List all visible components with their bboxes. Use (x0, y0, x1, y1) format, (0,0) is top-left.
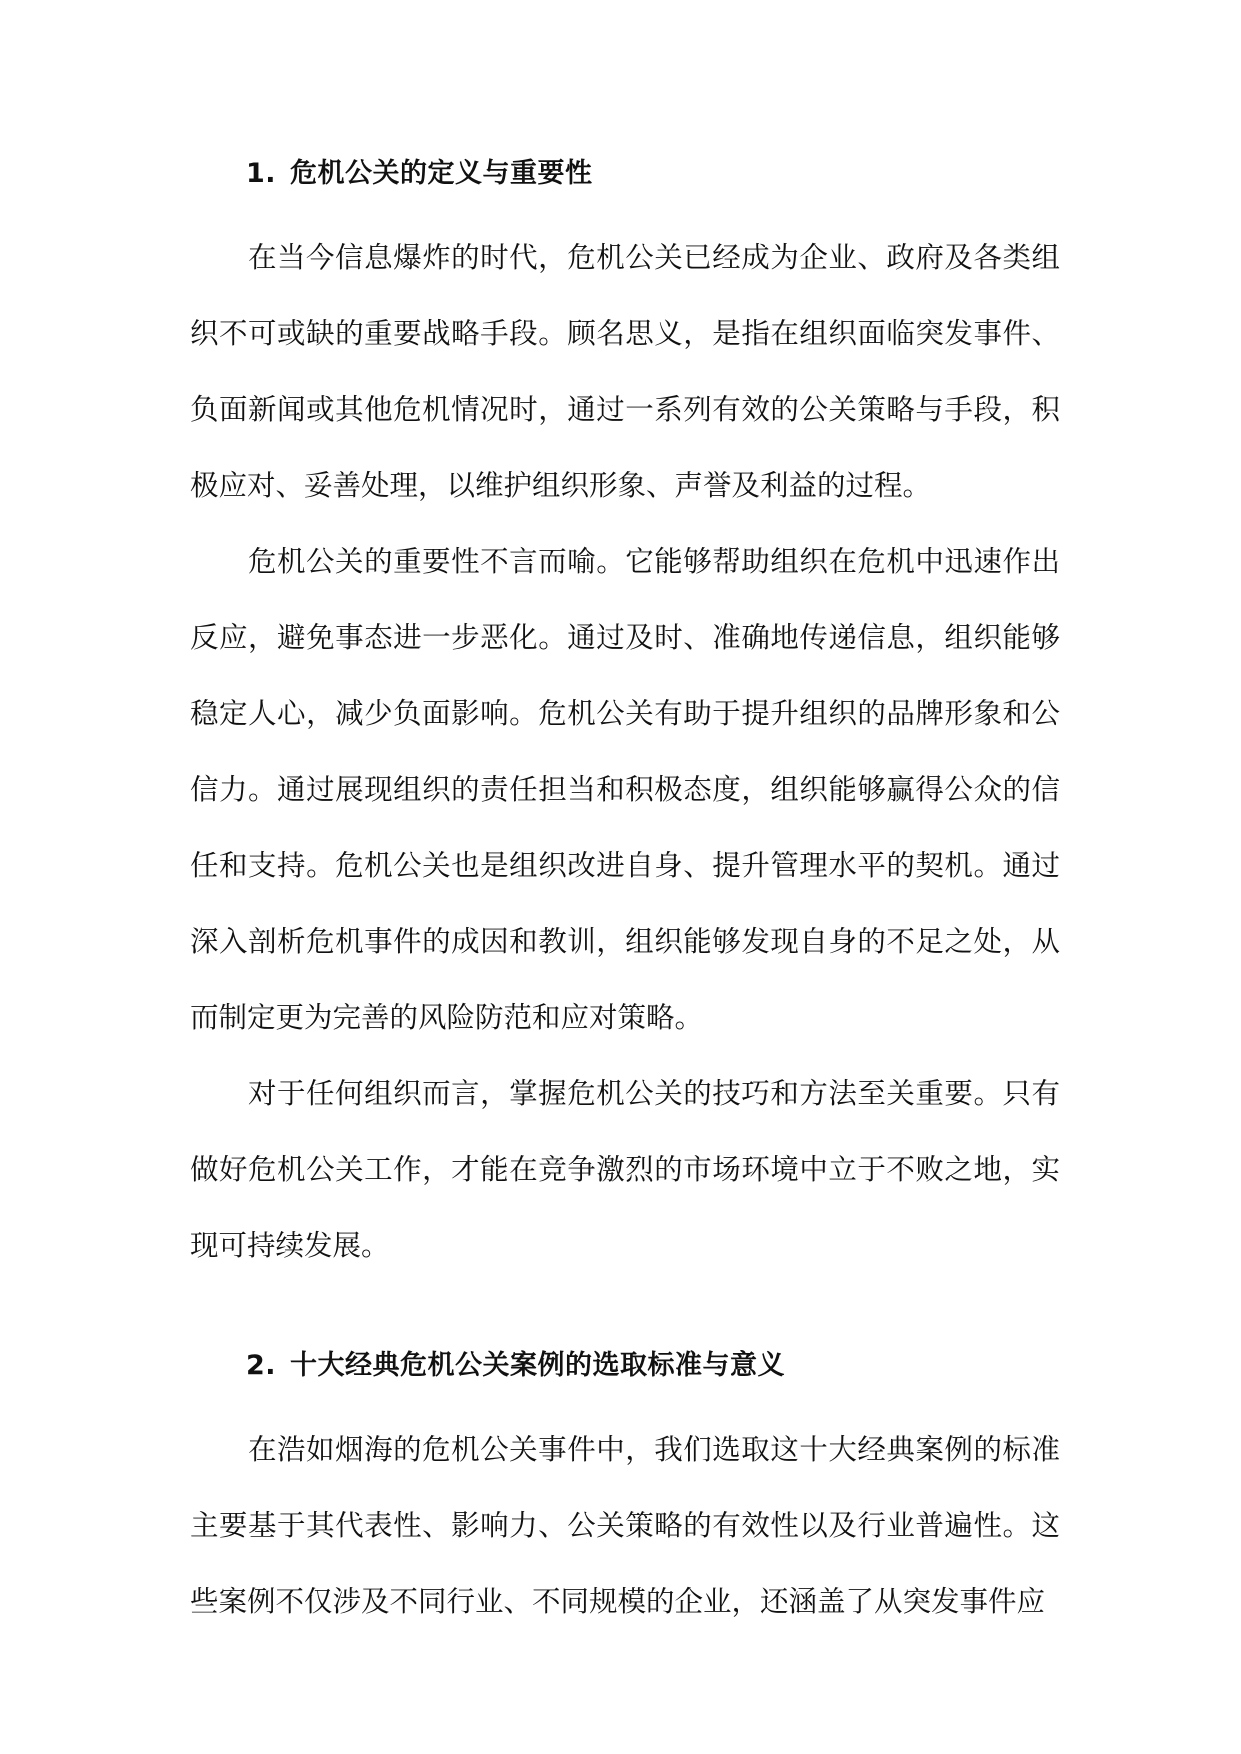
paragraph: 在当今信息爆炸的时代，危机公关已经成为企业、政府及各类组织不可或缺的重要战略手段。顾名思义，是指在组织面临突发事件、负面新闻或其他危机情况时，通过一系列有效的公关策略与手段，积极应对、妥善处理，以维护组织形象、声誉及利益的过程。 (190, 241, 1060, 502)
section-number: 2. (246, 1350, 277, 1381)
section-heading (246, 1342, 1060, 1390)
paragraph: 在浩如烟海的危机公关事件中，我们选取这十大经典案例的标准主要基于其代表性、影响力、公关策略的有效性以及行业普遍性。这些案例不仅涉及不同行业、不同规模的企业，还涵盖了从突发事件应 (190, 1433, 1060, 1618)
section-title: 十大经典危机公关案例的选取标准与意义 (290, 1350, 786, 1381)
section-2 (190, 1342, 1060, 1640)
section-number: 1. (246, 158, 277, 189)
section-1 (190, 150, 1060, 1284)
paragraph: 危机公关的重要性不言而喻。它能够帮助组织在危机中迅速作出反应，避免事态进一步恶化。通过及时、准确地传递信息，组织能够稳定人心，减少负面影响。危机公关有助于提升组织的品牌形象和公信力。通过展现组织的责任担当和积极态度，组织能够赢得公众的信任和支持。危机公关也是组织改进自身、提升管理水平的契机。通过深入剖析危机事件的成因和教训，组织能够发现自身的不足之处，从而制定更为完善的风险防范和应对策略。 (190, 545, 1060, 1034)
section-heading (246, 150, 1060, 198)
paragraph: 对于任何组织而言，掌握危机公关的技巧和方法至关重要。只有做好危机公关工作，才能在竞争激烈的市场环境中立于不败之地，实现可持续发展。 (190, 1077, 1060, 1262)
document-body (190, 150, 1060, 1640)
section-title: 危机公关的定义与重要性 (290, 158, 593, 189)
